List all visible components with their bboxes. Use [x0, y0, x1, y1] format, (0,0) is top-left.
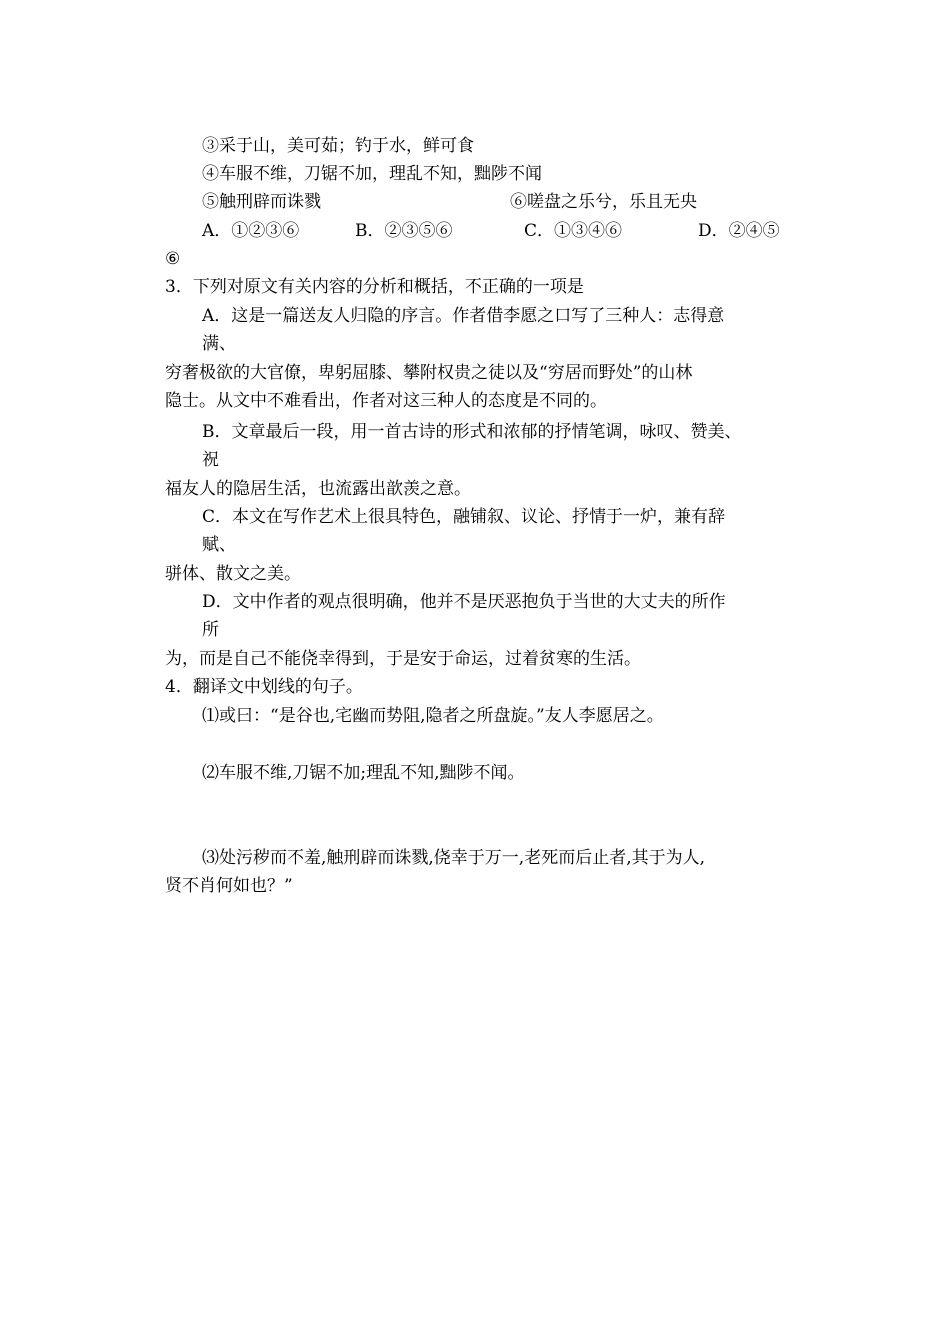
q3-option-d-line2: 所 — [202, 620, 219, 640]
q2-option-d-wrap: ⑥ — [165, 249, 181, 269]
q2-option-c: C．①③④⑥ — [524, 221, 623, 241]
q2-item-4: ④车服不维，刀锯不加，理乱不知，黜陟不闻 — [202, 164, 542, 184]
q2-option-b: B．②③⑤⑥ — [355, 221, 453, 241]
q4-sentence-2: ⑵车服不维,刀锯不加;理乱不知,黜陟不闻。 — [202, 763, 525, 783]
q3-option-a-line2: 满、 — [202, 334, 236, 354]
q3-option-c-line1: C．本文在写作艺术上很具特色，融铺叙、议论、抒情于一炉，兼有辞 — [202, 507, 726, 527]
q3-option-c-line3: 骈体、散文之美。 — [165, 564, 301, 584]
q3-stem: 3．下列对原文有关内容的分析和概括，不正确的一项是 — [165, 277, 584, 297]
q4-sentence-1: ⑴或曰：“是谷也,宅幽而势阻,隐者之所盘旋。”友人李愿居之。 — [202, 706, 664, 726]
q2-item-5: ⑤触刑辟而诛戮 — [202, 192, 321, 212]
q4-stem: 4．翻译文中划线的句子。 — [165, 677, 363, 697]
q3-option-b-line1: B．文章最后一段，用一首古诗的形式和浓郁的抒情笔调，咏叹、赞美、 — [202, 422, 742, 442]
q3-option-c-line2: 赋、 — [202, 535, 236, 555]
q2-item-6: ⑥嗟盘之乐兮，乐且无央 — [510, 192, 697, 212]
q3-option-b-line3: 福友人的隐居生活，也流露出歆羡之意。 — [165, 479, 471, 499]
q2-item-3: ③采于山，美可茹；钓于水，鲜可食 — [202, 136, 474, 156]
q3-option-b-line2: 祝 — [202, 450, 219, 470]
q3-option-a-line4: 隐士。从文中不难看出，作者对这三种人的态度是不同的。 — [165, 391, 607, 411]
q3-option-a-line3: 穷奢极欲的大官僚，卑躬屈膝、攀附权贵之徒以及“穷居而野处”的山林 — [165, 363, 693, 383]
q3-option-d-line3: 为，而是自己不能侥幸得到，于是安于命运，过着贫寒的生活。 — [165, 649, 641, 669]
q2-option-a: A．①②③⑥ — [202, 221, 300, 241]
q4-sentence-3-line1: ⑶处污秽而不羞,触刑辟而诛戮,侥幸于万一,老死而后止者,其于为人, — [202, 848, 706, 868]
q3-option-a-line1: A．这是一篇送友人归隐的序言。作者借李愿之口写了三种人：志得意 — [202, 306, 725, 326]
q4-sentence-3-line2: 贤不肖何如也？” — [165, 876, 293, 896]
q3-option-d-line1: D．文中作者的观点很明确，他并不是厌恶抱负于当世的大丈夫的所作 — [202, 592, 726, 612]
q2-option-d: D．②④⑤ — [698, 221, 780, 241]
